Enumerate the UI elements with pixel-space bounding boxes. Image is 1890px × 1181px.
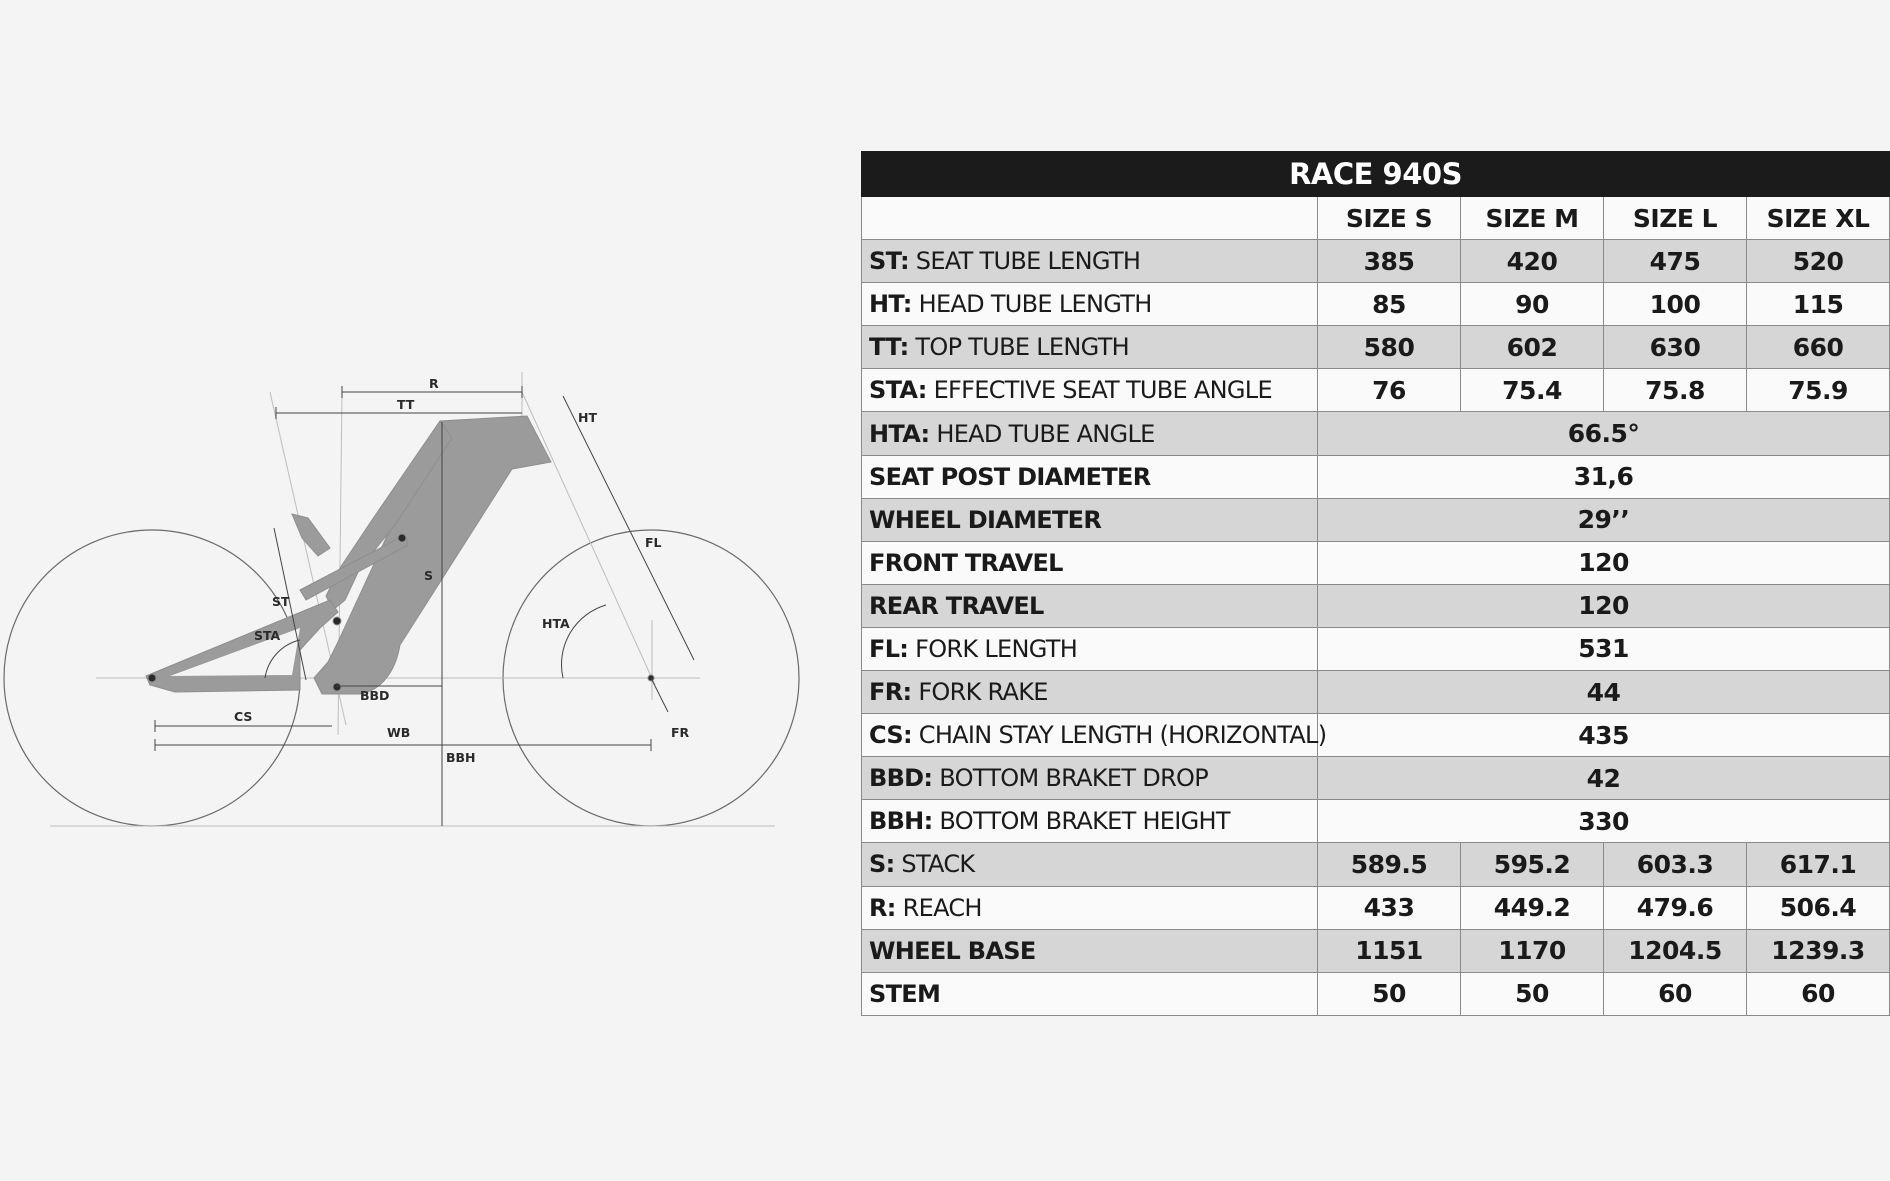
row-label-desc: HEAD TUBE ANGLE (936, 419, 1155, 448)
table-row (862, 369, 1890, 412)
label-tt: TT (397, 397, 415, 412)
table-row (862, 455, 1890, 498)
bike-frame (146, 416, 654, 694)
shared-value-cell: 29’’ (1318, 498, 1890, 541)
row-label (862, 714, 1327, 757)
row-label (862, 498, 1318, 541)
shared-value-cell: 44 (1318, 671, 1890, 714)
row-label-abbr: REAR TRAVEL (869, 591, 1044, 620)
row-label-abbr: WHEEL DIAMETER (869, 505, 1102, 534)
shared-value-cell: 120 (1318, 541, 1890, 584)
row-label (862, 800, 1318, 843)
size-value-cell: 520 (1747, 240, 1890, 283)
label-sta: STA (254, 628, 281, 643)
row-label (862, 671, 1318, 714)
table-row (862, 671, 1890, 714)
size-value-cell: 420 (1461, 240, 1604, 283)
row-label-abbr: S: (869, 850, 895, 879)
size-value-cell: 100 (1604, 283, 1747, 326)
row-label-abbr: SEAT POST DIAMETER (869, 462, 1151, 491)
row-label-desc: TOP TUBE LENGTH (915, 333, 1129, 362)
size-value-cell: 506.4 (1747, 886, 1890, 929)
table-row (862, 972, 1890, 1015)
geometry-table (861, 151, 1890, 1016)
size-value-cell: 602 (1461, 326, 1604, 369)
size-value-cell: 475 (1604, 240, 1747, 283)
size-value-cell: 617.1 (1747, 843, 1890, 886)
row-label-abbr: STEM (869, 979, 941, 1008)
size-value-cell: 75.4 (1461, 369, 1604, 412)
shared-value-cell: 435 (1318, 714, 1890, 757)
label-fr: FR (671, 725, 690, 740)
table-row (862, 412, 1890, 455)
table-row (862, 584, 1890, 627)
label-ht: HT (578, 410, 597, 425)
size-value-cell: 75.9 (1747, 369, 1890, 412)
size-value-cell: 449.2 (1461, 886, 1604, 929)
row-label-desc: BOTTOM BRAKET HEIGHT (939, 807, 1230, 836)
size-value-cell: 50 (1461, 972, 1604, 1015)
size-value-cell: 76 (1318, 369, 1461, 412)
size-header: SIZE S (1318, 197, 1461, 240)
size-value-cell: 75.8 (1604, 369, 1747, 412)
size-value-cell: 603.3 (1604, 843, 1747, 886)
row-label (862, 843, 1318, 886)
row-label (862, 886, 1318, 929)
row-label (862, 369, 1318, 412)
shared-value-cell: 31,6 (1318, 455, 1890, 498)
size-value-cell: 1151 (1318, 929, 1461, 972)
row-label (862, 929, 1318, 972)
size-value-cell: 1239.3 (1747, 929, 1890, 972)
row-label-desc: STACK (901, 850, 975, 879)
row-label-abbr: BBH: (869, 807, 933, 836)
label-r: R (429, 376, 439, 391)
label-s: S (424, 568, 434, 583)
row-label-abbr: HT: (869, 290, 912, 319)
row-label-desc: BOTTOM BRAKET DROP (939, 764, 1209, 793)
size-value-cell: 1204.5 (1604, 929, 1747, 972)
row-label (862, 541, 1318, 584)
label-wb: WB (387, 725, 411, 740)
table-title: RACE 940S (862, 152, 1890, 197)
table-row (862, 886, 1890, 929)
size-value-cell: 115 (1747, 283, 1890, 326)
row-label (862, 972, 1318, 1015)
shared-value-cell: 120 (1318, 584, 1890, 627)
row-label (862, 757, 1318, 800)
row-label-desc: REACH (902, 893, 982, 922)
row-label-abbr: CS: (869, 721, 912, 750)
table-row (862, 627, 1890, 670)
row-label-abbr: BBD: (869, 764, 933, 793)
label-hta: HTA (542, 616, 570, 631)
row-label-desc: CHAIN STAY LENGTH (HORIZONTAL) (918, 721, 1327, 750)
size-value-cell: 589.5 (1318, 843, 1461, 886)
table-row (862, 843, 1890, 886)
shared-value-cell: 531 (1318, 627, 1890, 670)
row-label (862, 240, 1318, 283)
header-blank-cell (862, 197, 1318, 240)
row-label (862, 412, 1318, 455)
size-value-cell: 660 (1747, 326, 1890, 369)
shared-value-cell: 42 (1318, 757, 1890, 800)
size-value-cell: 479.6 (1604, 886, 1747, 929)
table-row (862, 714, 1890, 757)
label-fl: FL (645, 535, 662, 550)
row-label-abbr: STA: (869, 376, 927, 405)
row-label-desc: HEAD TUBE LENGTH (918, 290, 1152, 319)
row-label-abbr: HTA: (869, 419, 930, 448)
row-label (862, 455, 1318, 498)
table-row (862, 541, 1890, 584)
size-value-cell: 50 (1318, 972, 1461, 1015)
bike-geometry-diagram (0, 0, 820, 1181)
row-label (862, 627, 1318, 670)
size-value-cell: 85 (1318, 283, 1461, 326)
row-label (862, 584, 1318, 627)
row-label-abbr: ST: (869, 247, 909, 276)
row-label (862, 283, 1318, 326)
shared-value-cell: 66.5° (1318, 412, 1890, 455)
row-label-desc: EFFECTIVE SEAT TUBE ANGLE (933, 376, 1272, 405)
size-value-cell: 433 (1318, 886, 1461, 929)
row-label-abbr: TT: (869, 333, 909, 362)
row-label-desc: FORK RAKE (918, 678, 1048, 707)
label-st: ST (272, 594, 290, 609)
size-value-cell: 1170 (1461, 929, 1604, 972)
table-row (862, 757, 1890, 800)
label-bbh: BBH (446, 750, 476, 765)
table-row (862, 800, 1890, 843)
row-label-abbr: WHEEL BASE (869, 936, 1036, 965)
size-value-cell: 595.2 (1461, 843, 1604, 886)
size-header: SIZE XL (1747, 197, 1890, 240)
table-row (862, 326, 1890, 369)
row-label-abbr: FL: (869, 634, 909, 663)
size-value-cell: 90 (1461, 283, 1604, 326)
row-label-abbr: R: (869, 893, 896, 922)
size-value-cell: 630 (1604, 326, 1747, 369)
row-label-abbr: FR: (869, 678, 912, 707)
shared-value-cell: 330 (1318, 800, 1890, 843)
size-header: SIZE M (1461, 197, 1604, 240)
table-row (862, 283, 1890, 326)
label-cs: CS (234, 709, 253, 724)
size-value-cell: 385 (1318, 240, 1461, 283)
table-row (862, 498, 1890, 541)
size-header-row (862, 197, 1890, 240)
row-label-abbr: FRONT TRAVEL (869, 548, 1063, 577)
size-value-cell: 60 (1747, 972, 1890, 1015)
table-row (862, 240, 1890, 283)
label-bbd: BBD (360, 688, 390, 703)
size-value-cell: 580 (1318, 326, 1461, 369)
row-label-desc: SEAT TUBE LENGTH (915, 247, 1141, 276)
row-label-desc: FORK LENGTH (915, 634, 1078, 663)
size-value-cell: 60 (1604, 972, 1747, 1015)
row-label (862, 326, 1318, 369)
size-header: SIZE L (1604, 197, 1747, 240)
table-row (862, 929, 1890, 972)
